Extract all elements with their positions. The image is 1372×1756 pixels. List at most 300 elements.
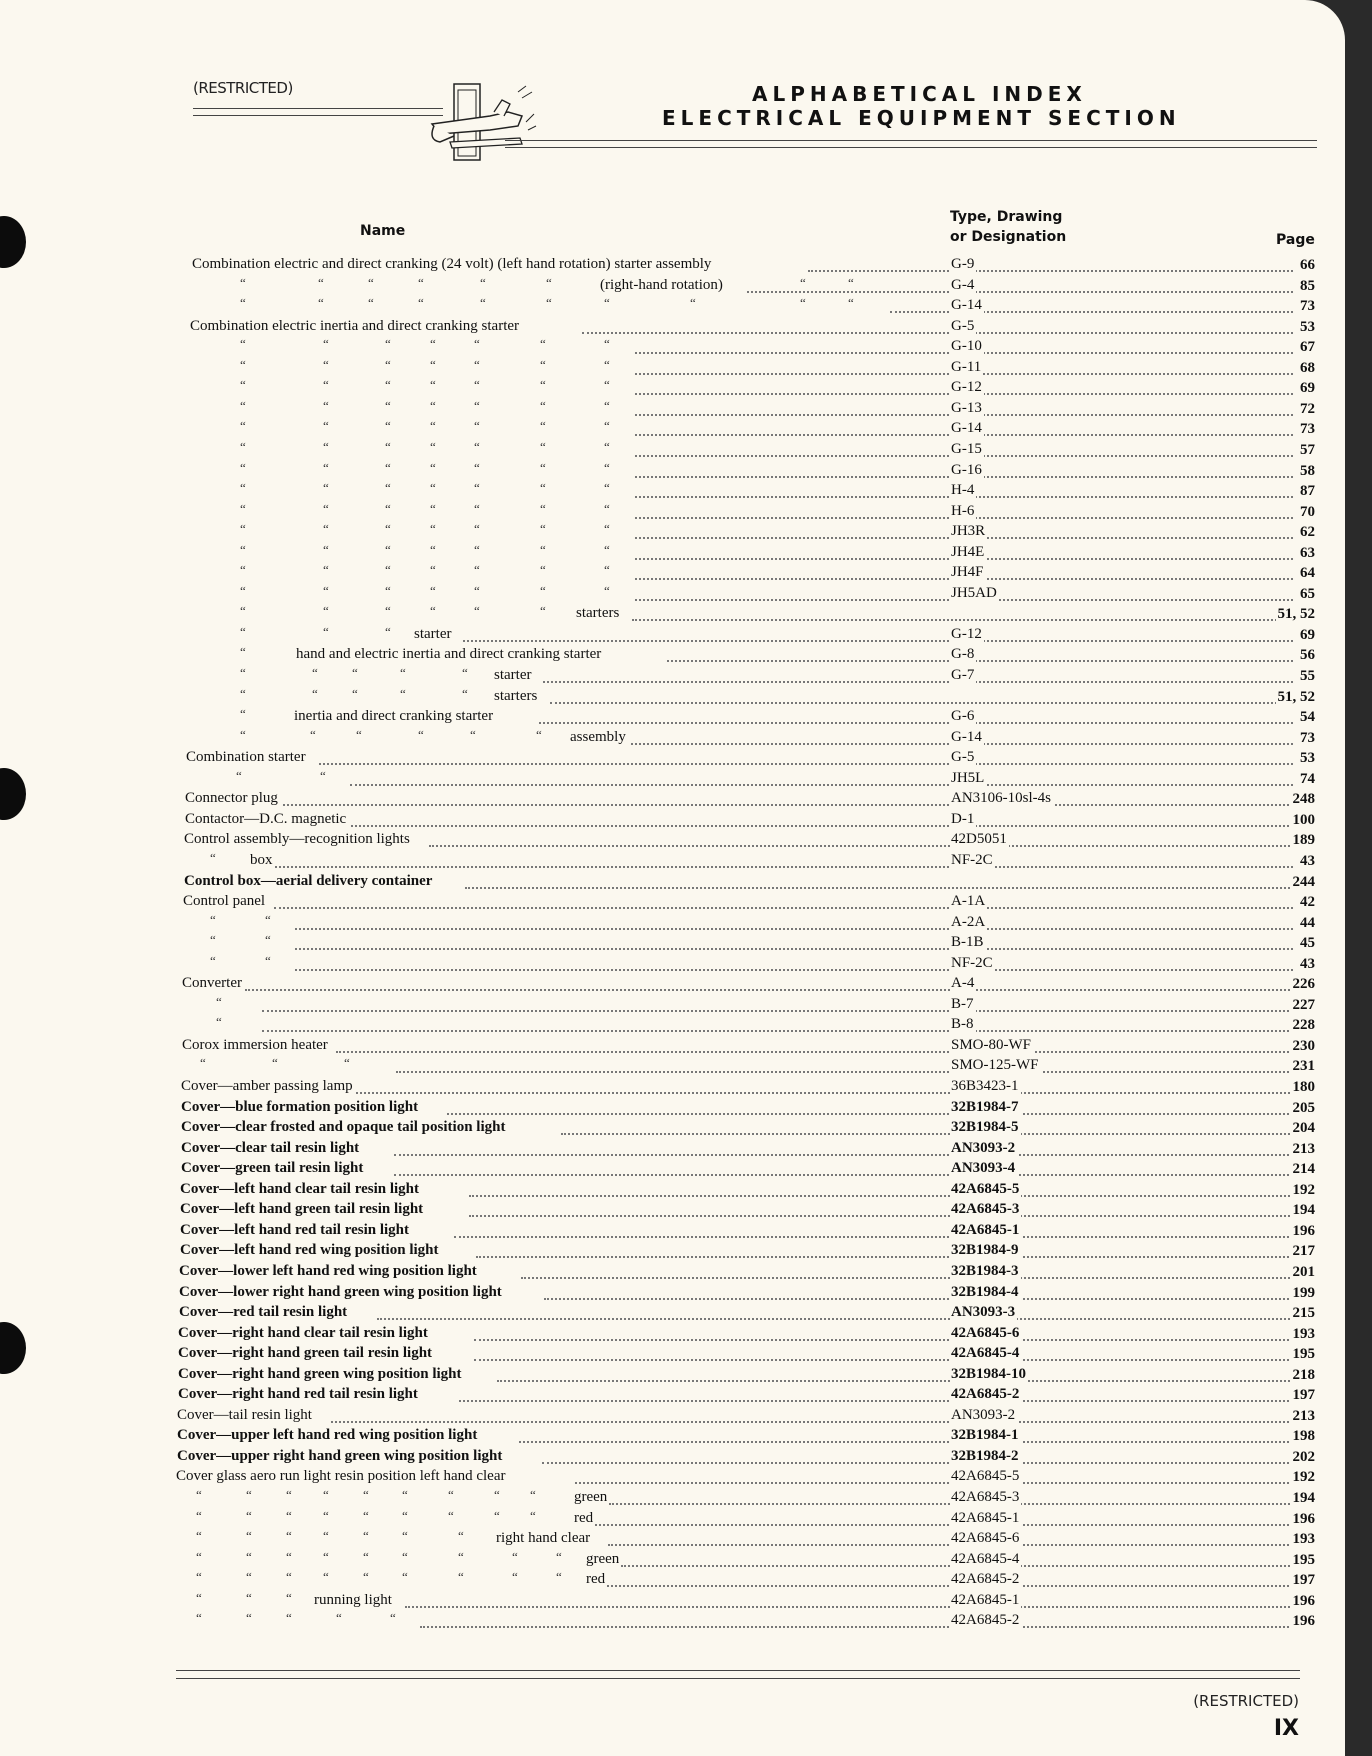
entry-designation: SMO-125-WF: [951, 1057, 1039, 1074]
ditto-mark: “: [323, 1487, 329, 1502]
entry-designation: G-12: [951, 379, 982, 396]
index-row: [0, 256, 1345, 276]
ditto-mark: “: [402, 1507, 408, 1523]
index-row: [0, 1468, 1345, 1488]
ditto-mark: “: [690, 295, 696, 311]
entry-designation: G-13: [951, 399, 982, 416]
index-row: [0, 356, 1345, 379]
dot-leader: [519, 1439, 1293, 1443]
entry-page: 198: [1292, 1428, 1315, 1445]
entry-name: starters: [576, 605, 620, 622]
column-header-name: Name: [360, 223, 406, 239]
entry-name: running light: [314, 1591, 392, 1608]
entry-page: 195: [1292, 1551, 1315, 1568]
index-row: [0, 1304, 1345, 1324]
ditto-mark: “: [240, 644, 246, 660]
index-row: [0, 582, 1345, 605]
ditto-mark: “: [540, 562, 546, 578]
entry-name: Cover—clear frosted and opaque tail position light: [181, 1119, 506, 1136]
ditto-mark: “: [385, 336, 391, 352]
dot-leader: [295, 967, 1293, 971]
entry-designation: 42A6845-2: [951, 1612, 1020, 1629]
ditto-mark: “: [286, 1528, 292, 1544]
index-row: [0, 1181, 1345, 1201]
index-row: [0, 379, 1345, 399]
dot-leader: [405, 1604, 1293, 1608]
entry-name: Cover—right hand green wing position light: [178, 1365, 462, 1382]
entry-designation: B-1B: [951, 934, 984, 951]
ditto-mark: “: [240, 706, 246, 722]
entry-page: 217: [1292, 1243, 1315, 1260]
entry-page: 43: [1300, 955, 1315, 972]
entry-designation: 32B1984-7: [951, 1098, 1019, 1115]
ditto-mark: “: [430, 582, 436, 598]
entry-designation: G-5: [951, 317, 975, 334]
entry-page: 69: [1300, 380, 1315, 397]
entry-name: Cover—tail resin light: [177, 1406, 312, 1423]
index-row: [0, 726, 1345, 749]
entry-name: Control panel: [183, 893, 266, 910]
entry-name: inertia and direct cranking starter: [294, 708, 494, 725]
dot-leader: [262, 1008, 1293, 1012]
entry-designation: JH5L: [951, 769, 985, 786]
ditto-mark: “: [312, 665, 318, 680]
entry-page: 194: [1292, 1490, 1315, 1506]
entry-page: 202: [1292, 1448, 1315, 1465]
ditto-mark: “: [512, 1569, 518, 1585]
ditto-mark: “: [530, 1487, 536, 1502]
ditto-mark: “: [474, 336, 480, 352]
ditto-mark: “: [323, 336, 329, 352]
entry-page: 42: [1300, 894, 1315, 911]
index-row: [0, 873, 1345, 893]
ditto-mark: “: [286, 1548, 292, 1564]
ditto-mark: “: [240, 541, 246, 557]
dot-leader: [459, 1398, 1293, 1402]
ditto-mark: “: [323, 397, 329, 413]
ditto-mark: “: [604, 438, 610, 454]
index-row: [0, 1078, 1345, 1098]
entry-designation: G-4: [951, 276, 975, 293]
ditto-mark: “: [540, 521, 546, 537]
index-row: [0, 1489, 1345, 1509]
ditto-mark: “: [385, 356, 391, 372]
entry-name: hand and electric inertia and direct cranking starter: [296, 646, 602, 663]
entry-designation: 32B1984-10: [951, 1365, 1026, 1382]
ditto-mark: “: [400, 685, 406, 701]
ditto-mark: “: [604, 541, 610, 557]
dot-leader: [497, 1378, 1293, 1382]
entry-name: Cover—amber passing lamp: [181, 1078, 353, 1094]
ditto-mark: “: [400, 665, 406, 680]
entry-page: 192: [1292, 1181, 1315, 1198]
index-row: [0, 1119, 1345, 1139]
ditto-mark: “: [310, 726, 316, 742]
ditto-mark: “: [448, 1487, 454, 1502]
dot-leader: [319, 761, 1293, 765]
ditto-mark: “: [540, 603, 546, 619]
entry-name: starter: [494, 667, 532, 683]
entry-page: 205: [1292, 1099, 1315, 1116]
index-row: [0, 1016, 1345, 1036]
entry-page: 248: [1292, 791, 1315, 808]
dot-leader: [271, 864, 1293, 868]
index-row: [0, 646, 1345, 666]
ditto-mark: “: [236, 767, 242, 783]
entry-designation: 42A6845-6: [951, 1530, 1020, 1547]
ditto-mark: “: [418, 295, 424, 311]
ditto-mark: “: [363, 1548, 369, 1564]
index-row: [0, 1386, 1345, 1406]
ditto-mark: “: [385, 480, 391, 496]
index-row: [0, 685, 1345, 708]
entry-designation: NF-2C: [951, 954, 993, 971]
entry-designation: A-2A: [951, 913, 986, 930]
index-row: [0, 1548, 1345, 1571]
dot-leader: [543, 679, 1293, 683]
ditto-mark: “: [240, 418, 246, 434]
dot-leader: [349, 1090, 1293, 1094]
ditto-mark: “: [246, 1487, 252, 1502]
entry-designation: 42A6845-4: [951, 1550, 1020, 1567]
ditto-mark: “: [430, 356, 436, 372]
ditto-mark: “: [556, 1569, 562, 1585]
dot-leader: [295, 946, 1293, 950]
index-row: [0, 1448, 1345, 1468]
index-row: [0, 1407, 1345, 1427]
dot-leader: [420, 1624, 1293, 1628]
dot-leader: [274, 905, 1293, 909]
column-header-type-line2: or Designation: [950, 229, 1067, 245]
index-row: [0, 297, 1345, 317]
dot-leader: [394, 1152, 1293, 1156]
entry-name: green: [574, 1489, 608, 1505]
entry-page: 100: [1292, 811, 1315, 828]
index-row: [0, 1057, 1345, 1077]
ditto-mark: “: [385, 377, 391, 393]
ditto-mark: “: [604, 521, 610, 537]
entry-page: 55: [1300, 668, 1315, 684]
index-row: [0, 1530, 1345, 1550]
dot-leader: [582, 330, 1293, 334]
index-row: [0, 459, 1345, 482]
entry-page: 85: [1300, 277, 1315, 294]
ditto-mark: “: [323, 438, 329, 454]
entry-designation: AN3106-10sl-4s: [951, 790, 1051, 807]
entry-page: 189: [1292, 832, 1315, 849]
entry-name: starters: [494, 687, 538, 704]
entry-page: 65: [1300, 585, 1315, 602]
ditto-mark: “: [240, 397, 246, 413]
classification-label-bottom: (RESTRICTED): [1193, 1692, 1299, 1710]
entry-name: Combination electric and direct cranking (24 volt) (left hand rotation) starter assembly: [192, 256, 712, 272]
ditto-mark: “: [323, 582, 329, 598]
ditto-mark: “: [240, 377, 246, 393]
entry-name: Cover—red tail resin light: [179, 1304, 348, 1321]
dot-leader: [469, 1193, 1293, 1197]
entry-name: Cover—right hand green tail resin light: [178, 1345, 433, 1362]
entry-designation: 42A6845-5: [951, 1468, 1020, 1485]
dot-leader: [350, 782, 1293, 786]
index-row: [0, 1222, 1345, 1242]
entry-page: 51, 52: [1277, 688, 1315, 705]
ditto-mark: “: [540, 541, 546, 557]
entry-page: 73: [1300, 298, 1315, 315]
index-row: [0, 1571, 1345, 1591]
dot-leader: [474, 1357, 1293, 1361]
entry-page: 199: [1292, 1284, 1315, 1301]
ditto-mark: “: [430, 336, 436, 352]
ditto-mark: “: [196, 1569, 202, 1585]
entry-name: Corox immersion heater: [182, 1036, 328, 1053]
ditto-mark: “: [312, 685, 318, 701]
ditto-mark: “: [474, 603, 480, 619]
ditto-mark: “: [196, 1528, 202, 1544]
ditto-mark: “: [474, 480, 480, 496]
ditto-mark: “: [430, 562, 436, 578]
index-row: [0, 438, 1345, 461]
dot-leader: [245, 987, 1293, 991]
page-number: IX: [1273, 1716, 1299, 1741]
ditto-mark: “: [474, 356, 480, 372]
ditto-mark: “: [462, 665, 468, 680]
index-row: [0, 338, 1345, 358]
dot-leader: [394, 1172, 1293, 1176]
ditto-mark: “: [363, 1569, 369, 1585]
entry-name: (right-hand rotation): [600, 276, 723, 293]
entry-page: 196: [1292, 1222, 1315, 1239]
ditto-mark: “: [474, 500, 480, 516]
ditto-mark: “: [540, 438, 546, 454]
ditto-mark: “: [240, 438, 246, 454]
ditto-mark: “: [536, 726, 542, 742]
entry-page: 51, 52: [1277, 606, 1315, 623]
index-row: [0, 849, 1345, 872]
entry-name: Control box—aerial delivery container: [184, 872, 433, 889]
entry-name: Cover—left hand green tail resin light: [180, 1201, 424, 1218]
index-row: [0, 1345, 1345, 1365]
ditto-mark: “: [385, 582, 391, 598]
ditto-mark: “: [604, 336, 610, 352]
entry-designation: AN3093-2: [951, 1139, 1016, 1156]
ditto-mark: “: [848, 274, 854, 290]
entry-designation: G-16: [951, 461, 982, 478]
index-row: [0, 482, 1345, 502]
ditto-mark: “: [240, 582, 246, 598]
entry-name: Cover—upper left hand red wing position light: [177, 1427, 478, 1444]
ditto-mark: “: [246, 1548, 252, 1564]
ditto-mark: “: [430, 480, 436, 496]
entry-page: 192: [1292, 1469, 1315, 1486]
entry-name: box: [250, 851, 273, 868]
entry-page: 64: [1300, 565, 1315, 582]
ditto-mark: “: [210, 911, 216, 927]
ditto-mark: “: [474, 582, 480, 598]
ditto-mark: “: [474, 562, 480, 578]
entry-designation: AN3093-4: [951, 1160, 1016, 1177]
ditto-mark: “: [240, 623, 246, 639]
ditto-mark: “: [494, 1507, 500, 1523]
entry-name: Cover—left hand red tail resin light: [180, 1221, 410, 1238]
ditto-mark: “: [246, 1507, 252, 1523]
index-row: [0, 564, 1345, 584]
ditto-mark: “: [430, 377, 436, 393]
ditto-mark: “: [286, 1487, 292, 1502]
index-row: [0, 749, 1345, 769]
ditto-mark: “: [323, 623, 329, 639]
entry-designation: 32B1984-9: [951, 1242, 1019, 1259]
ditto-mark: “: [480, 274, 486, 290]
ditto-mark: “: [390, 1610, 396, 1626]
header-rule: [505, 147, 1317, 148]
entry-designation: 42A6845-1: [951, 1221, 1020, 1238]
ditto-mark: “: [240, 500, 246, 516]
entry-page: 197: [1292, 1572, 1315, 1589]
ditto-mark: “: [240, 336, 246, 352]
index-row: [0, 420, 1345, 440]
entry-page: 227: [1292, 996, 1315, 1013]
entry-page: 53: [1300, 750, 1315, 767]
entry-page: 196: [1292, 1510, 1315, 1527]
entry-page: 228: [1292, 1017, 1315, 1034]
ditto-mark: “: [196, 1507, 202, 1523]
entry-page: 204: [1292, 1120, 1315, 1137]
entry-page: 72: [1300, 400, 1315, 417]
index-row: [0, 975, 1345, 995]
index-row: [0, 1099, 1345, 1119]
ditto-mark: “: [604, 582, 610, 598]
dot-leader: [632, 617, 1293, 621]
ditto-mark: “: [604, 377, 610, 393]
entry-page: 68: [1300, 359, 1315, 376]
entry-designation: NF-2C: [951, 851, 993, 868]
ditto-mark: “: [246, 1610, 252, 1626]
ditto-mark: “: [474, 397, 480, 413]
entry-designation: A-4: [951, 975, 975, 992]
entry-page: 43: [1300, 852, 1315, 869]
ditto-mark: “: [265, 952, 271, 968]
entry-designation: B-8: [951, 1016, 974, 1033]
entry-designation: 42A6845-2: [951, 1386, 1020, 1403]
ditto-mark: “: [323, 1569, 329, 1585]
entry-designation: G-14: [951, 728, 982, 745]
entry-designation: 32B1984-5: [951, 1119, 1019, 1136]
ditto-mark: “: [604, 295, 610, 311]
ditto-mark: “: [430, 500, 436, 516]
index-row: [0, 1427, 1345, 1447]
ditto-mark: “: [474, 459, 480, 475]
entry-page: 73: [1300, 729, 1315, 746]
index-row: [0, 790, 1345, 810]
dot-leader: [396, 1069, 1293, 1073]
index-row: [0, 1037, 1345, 1057]
entry-name: Cover—clear tail resin light: [181, 1139, 360, 1156]
ditto-mark: “: [216, 1014, 222, 1030]
ditto-mark: “: [363, 1528, 369, 1544]
index-row: [0, 993, 1345, 1016]
dot-leader: [463, 638, 1293, 642]
ditto-mark: “: [240, 665, 246, 680]
entry-designation: D-1: [951, 810, 975, 827]
dot-leader: [575, 1480, 1293, 1484]
entry-name: Cover glass aero run light resin position left hand clear: [176, 1468, 506, 1485]
entry-designation: AN3093-3: [951, 1304, 1016, 1321]
entry-name: Cover—right hand clear tail resin light: [178, 1324, 428, 1341]
airplane-emblem-icon: [430, 82, 542, 162]
entry-page: 195: [1292, 1346, 1315, 1363]
entry-page: 231: [1292, 1058, 1315, 1075]
ditto-mark: “: [323, 603, 329, 619]
ditto-mark: “: [458, 1569, 464, 1585]
entry-designation: 42D5051: [951, 831, 1007, 848]
entry-name: Cover—blue formation position light: [181, 1098, 419, 1115]
entry-page: 230: [1292, 1037, 1315, 1054]
ditto-mark: “: [240, 356, 246, 372]
header-rule: [193, 108, 443, 109]
ditto-mark: “: [540, 459, 546, 475]
ditto-mark: “: [246, 1589, 252, 1605]
entry-name: Cover—left hand clear tail resin light: [180, 1180, 420, 1197]
ditto-mark: “: [470, 726, 476, 742]
index-row: [0, 667, 1345, 687]
ditto-mark: “: [430, 603, 436, 619]
ditto-mark: “: [286, 1569, 292, 1585]
ditto-mark: “: [385, 418, 391, 434]
ditto-mark: “: [210, 932, 216, 948]
ditto-mark: “: [200, 1055, 206, 1071]
ditto-mark: “: [540, 336, 546, 352]
entry-designation: 42A6845-5: [951, 1180, 1020, 1197]
ditto-mark: “: [368, 295, 374, 311]
entry-name: Cover—upper right hand green wing position light: [177, 1447, 503, 1464]
entry-designation: H-6: [951, 502, 975, 519]
entry-designation: G-9: [951, 256, 975, 272]
ditto-mark: “: [402, 1528, 408, 1544]
entry-designation: AN3093-2: [951, 1406, 1016, 1423]
entry-page: 67: [1300, 339, 1315, 356]
entry-designation: 42A6845-4: [951, 1345, 1020, 1362]
entry-page: 194: [1292, 1202, 1315, 1219]
ditto-mark: “: [462, 685, 468, 701]
entry-designation: 42A6845-3: [951, 1201, 1020, 1218]
ditto-mark: “: [474, 521, 480, 537]
entry-name: starter: [414, 625, 452, 642]
ditto-mark: “: [210, 952, 216, 968]
ditto-mark: “: [402, 1569, 408, 1585]
ditto-mark: “: [385, 397, 391, 413]
ditto-mark: “: [323, 480, 329, 496]
ditto-mark: “: [474, 438, 480, 454]
ditto-mark: “: [540, 418, 546, 434]
ditto-mark: “: [418, 726, 424, 742]
entry-name: Cover—left hand red wing position light: [180, 1242, 439, 1259]
ditto-mark: “: [494, 1487, 500, 1502]
ditto-mark: “: [356, 726, 362, 742]
ditto-mark: “: [430, 541, 436, 557]
entry-page: 63: [1300, 544, 1315, 561]
index-row: [0, 1589, 1345, 1612]
index-row: [0, 1242, 1345, 1262]
ditto-mark: “: [430, 459, 436, 475]
ditto-mark: “: [430, 397, 436, 413]
ditto-mark: “: [323, 500, 329, 516]
index-row: [0, 274, 1345, 297]
entry-page: 214: [1292, 1161, 1315, 1178]
entry-page: 53: [1300, 318, 1315, 335]
dot-leader: [295, 926, 1293, 930]
entry-designation: G-7: [951, 667, 975, 683]
index-row: [0, 811, 1345, 831]
